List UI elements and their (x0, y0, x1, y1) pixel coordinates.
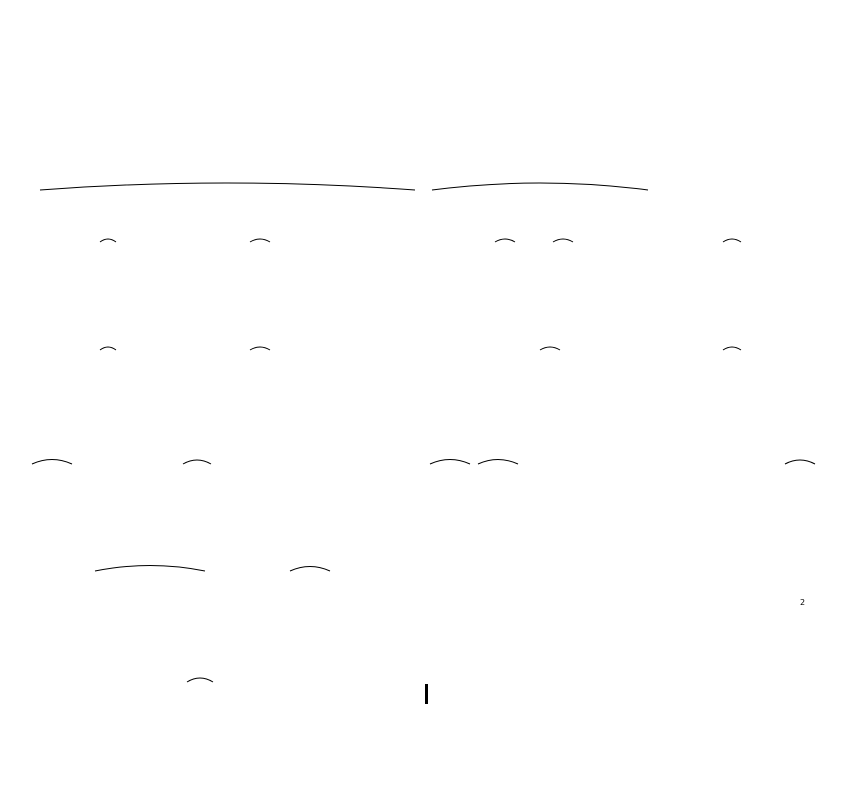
tie-verse1-c (495, 239, 515, 242)
tie-verse1-d (553, 239, 573, 242)
tie-verse2-b (250, 347, 270, 350)
final-barline (425, 684, 428, 704)
tie-chorus-c (430, 460, 470, 465)
slur-intro-2 (432, 183, 648, 190)
tie-verse1-b (250, 239, 270, 242)
slur-intro-1 (40, 183, 415, 190)
tie-verse2-c (540, 347, 560, 350)
slur-line5-a (95, 566, 205, 572)
tie-chorus-a (32, 460, 72, 465)
tie-verse2-d (723, 347, 741, 350)
tie-chorus-b (183, 460, 211, 464)
tie-ending (187, 678, 213, 682)
tie-verse1-a (100, 239, 116, 242)
tie-chorus-d (478, 460, 518, 465)
tie-verse1-e (723, 239, 741, 242)
slur-line5-b (290, 567, 330, 572)
dal-segno-mark: 2 (800, 598, 806, 607)
tie-chorus-e (785, 460, 815, 464)
tie-verse2-a (100, 347, 116, 350)
